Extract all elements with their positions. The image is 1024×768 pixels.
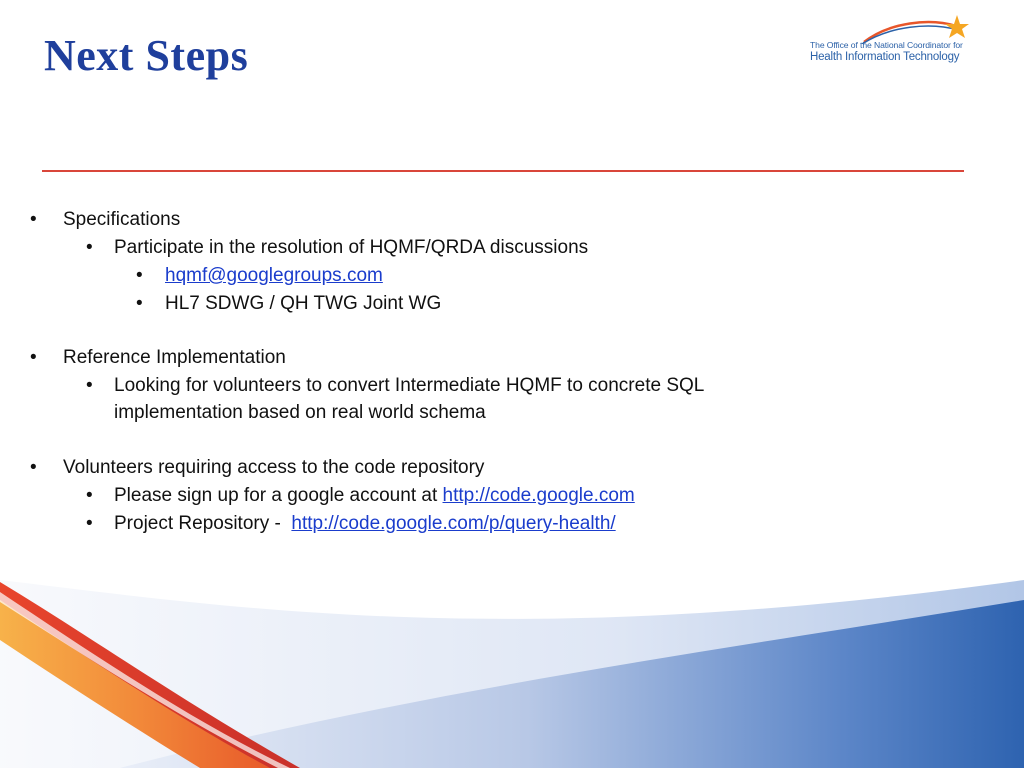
sub-bullet-google-signup <box>114 482 635 509</box>
sub-bullet-volunteers-convert-line1: Looking for volunteers to convert Intermediate HQMF to concrete SQL <box>114 375 705 396</box>
logo-star-icon <box>944 14 970 40</box>
sub-bullet-project-repository <box>114 510 616 537</box>
bullet-dot: • <box>30 347 37 368</box>
bullet-dot: • <box>30 209 37 230</box>
bullet-dot: • <box>136 293 143 314</box>
sub-sub-bullet-hl7: HL7 SDWG / QH TWG Joint WG <box>165 293 442 314</box>
bullet-dot: • <box>86 513 93 534</box>
sub-bullet-volunteers-convert-line2: implementation based on real world schema <box>114 402 486 423</box>
bullet-dot: • <box>30 457 37 478</box>
google-signup-text: Please sign up for a google account at <box>114 485 443 506</box>
bullet-dot: • <box>86 485 93 506</box>
logo-line-2: Health Information Technology <box>810 51 960 63</box>
sub-sub-bullet-email <box>165 262 383 289</box>
bullet-dot: • <box>86 375 93 396</box>
project-repository-text: Project Repository - <box>114 513 292 534</box>
query-health-link[interactable]: http://code.google.com/p/query-health/ <box>291 513 616 534</box>
bullet-dot: • <box>86 237 93 258</box>
background-swoosh <box>0 540 1024 768</box>
code-google-link[interactable]: http://code.google.com <box>442 485 635 506</box>
bullet-specifications: Specifications <box>63 209 181 230</box>
slide-title: Next Steps <box>44 31 249 80</box>
title-divider <box>42 170 964 172</box>
email-link[interactable]: hqmf@googlegroups.com <box>165 265 383 286</box>
logo-line-1: The Office of the National Coordinator for <box>810 40 963 50</box>
sub-bullet-hqmf-discussions: Participate in the resolution of HQMF/QRDA discussions <box>114 237 589 258</box>
bullet-volunteers-access: Volunteers requiring access to the code repository <box>63 457 485 478</box>
bullet-reference-implementation: Reference Implementation <box>63 347 286 368</box>
bullet-dot: • <box>136 265 143 286</box>
